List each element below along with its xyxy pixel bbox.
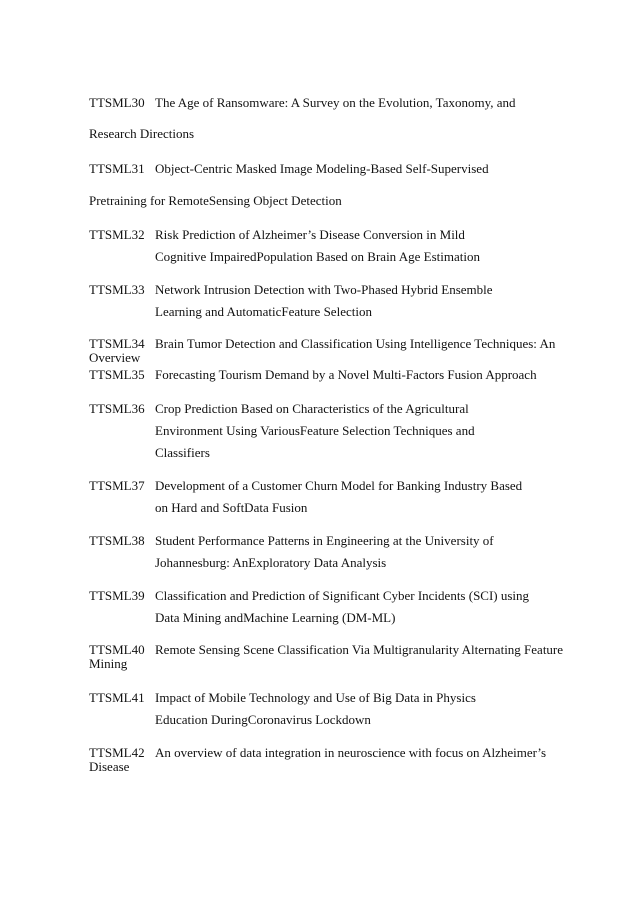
entry-title-line: Pretraining for RemoteSensing Object Detection	[89, 193, 342, 208]
entry-title-line: Education DuringCoronavirus Lockdown	[155, 712, 371, 727]
entry-code: TTSML30	[89, 95, 145, 110]
entry-title-line: Research Directions	[89, 126, 195, 141]
entry-title-line: Student Performance Patterns in Engineering at the University of	[155, 533, 494, 548]
entry-code: TTSML39	[89, 588, 145, 603]
entry-title-line: Development of a Customer Churn Model for Banking Industry Based	[155, 478, 523, 493]
entry-title-line: The Age of Ransomware: A Survey on the Evolution, Taxonomy, and	[155, 95, 516, 110]
entry-code: TTSML34	[89, 336, 145, 351]
entry-title-line: Brain Tumor Detection and Classification Using Intelligence Techniques: An	[155, 336, 556, 351]
entry-title-line: An overview of data integration in neuroscience with focus on Alzheimer’s	[155, 745, 547, 760]
entry-title-line: on Hard and SoftData Fusion	[155, 500, 308, 515]
entry-title-line: Environment Using VariousFeature Selection Techniques and	[155, 423, 475, 438]
entry-title-line: Classification and Prediction of Significant Cyber Incidents (SCI) using	[155, 588, 530, 603]
entry-code: TTSML38	[89, 533, 145, 548]
entry-title-line: Classifiers	[155, 445, 210, 460]
entry-overflow-word: Mining	[89, 656, 128, 671]
entry-title-line: Data Mining andMachine Learning (DM-ML)	[155, 610, 396, 625]
entry-code: TTSML35	[89, 367, 145, 382]
entry-title-line: Object-Centric Masked Image Modeling-Based Self-Supervised	[155, 161, 489, 176]
entry-overflow-word: Disease	[89, 759, 130, 774]
entry-code: TTSML31	[89, 161, 145, 176]
entry-title-line: Impact of Mobile Technology and Use of Big Data in Physics	[155, 690, 476, 705]
entry-code: TTSML42	[89, 745, 145, 760]
entry-title-line: Forecasting Tourism Demand by a Novel Multi-Factors Fusion Approach	[155, 367, 537, 382]
entry-code: TTSML37	[89, 478, 145, 493]
entry-title-line: Learning and AutomaticFeature Selection	[155, 304, 372, 319]
entry-code: TTSML33	[89, 282, 145, 297]
entry-title-line: Crop Prediction Based on Characteristics of the Agricultural	[155, 401, 469, 416]
entry-overflow-word: Overview	[89, 350, 141, 365]
entry-title-line: Cognitive ImpairedPopulation Based on Brain Age Estimation	[155, 249, 480, 264]
entry-code: TTSML40	[89, 642, 145, 657]
entry-code: TTSML36	[89, 401, 145, 416]
entry-code: TTSML41	[89, 690, 145, 705]
entry-title-line: Risk Prediction of Alzheimer’s Disease Conversion in Mild	[155, 227, 465, 242]
entry-title-line: Remote Sensing Scene Classification Via Multigranularity Alternating Feature	[155, 642, 564, 657]
entry-title-line: Network Intrusion Detection with Two-Phased Hybrid Ensemble	[155, 282, 493, 297]
entry-title-line: Johannesburg: AnExploratory Data Analysis	[155, 555, 387, 570]
entry-code: TTSML32	[89, 227, 145, 242]
